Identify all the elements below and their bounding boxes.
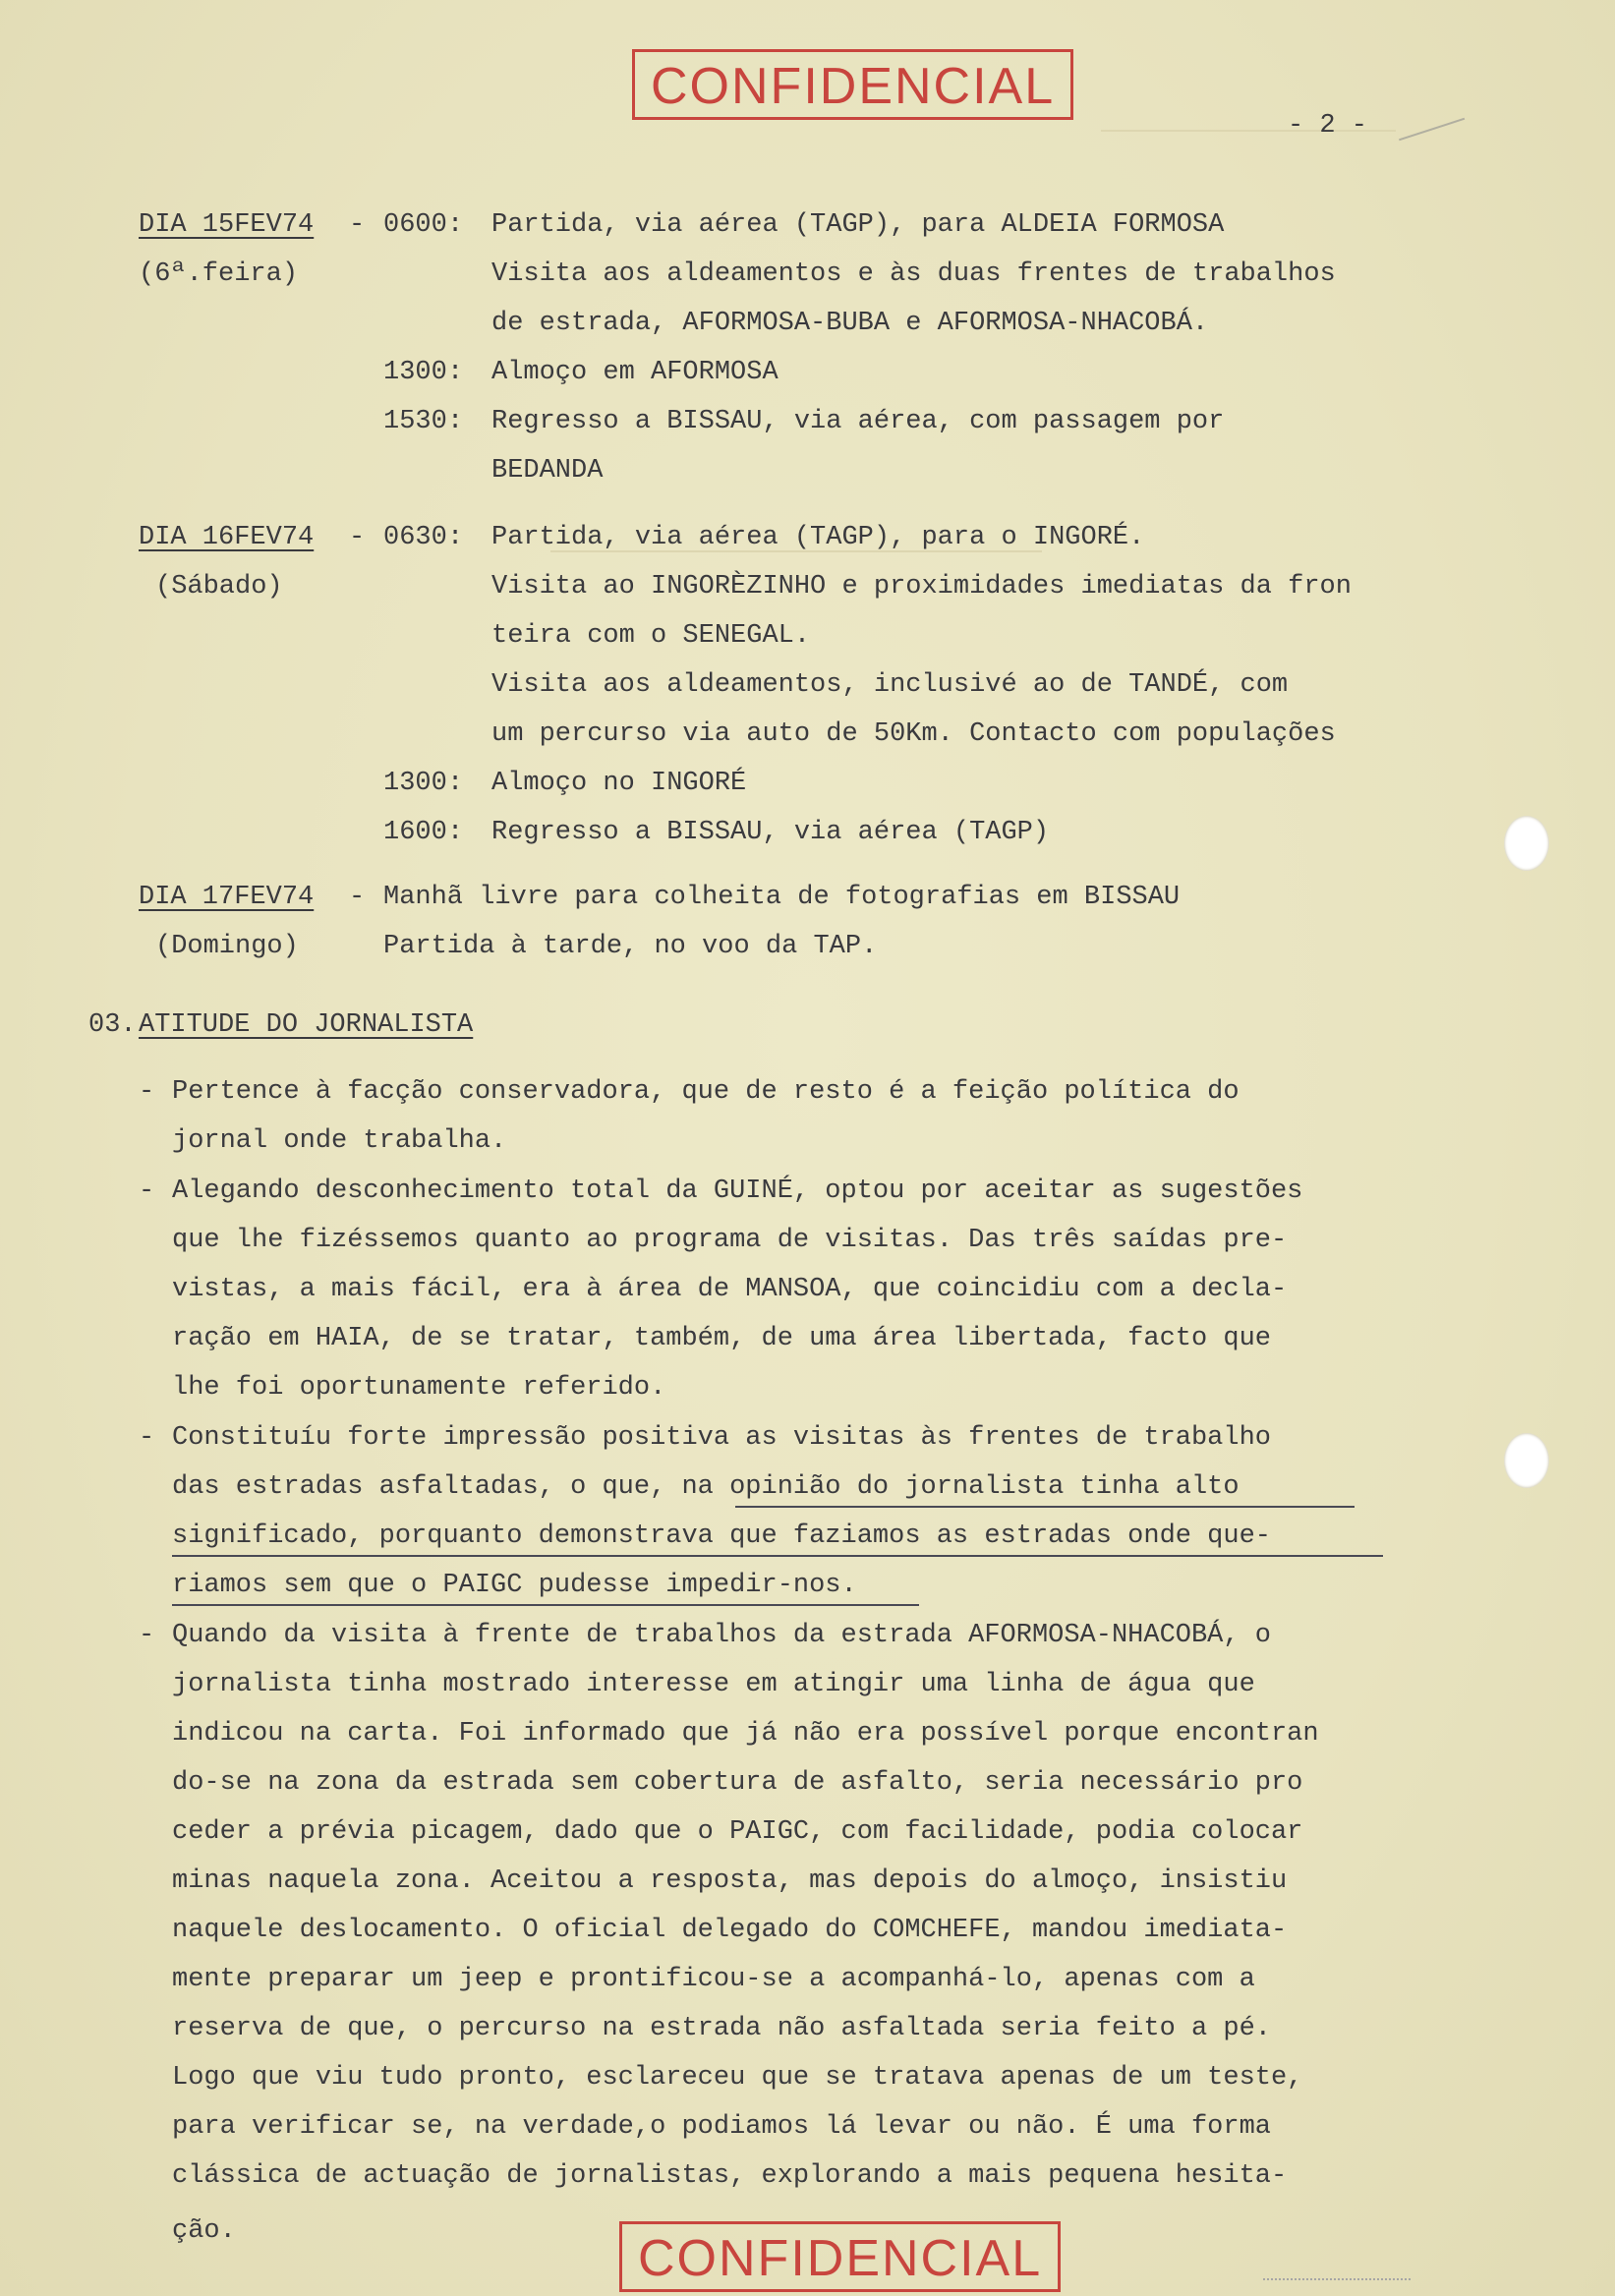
bullet-line: Pertence à facção conservadora, que de resto é a feição política do: [172, 1077, 1240, 1107]
schedule-time: 0630: [383, 523, 447, 552]
schedule-dash-2: -: [349, 523, 366, 552]
schedule-line: Partida, via aérea (TAGP), para o INGORÉ.: [491, 523, 1145, 552]
bullet-line: do-se na zona da estrada sem cobertura de asfalto, seria necessário pro: [172, 1768, 1303, 1798]
schedule-line: Almoço em AFORMOSA: [491, 358, 779, 387]
schedule-time: 1530: [383, 407, 447, 436]
schedule-weekday-3: (Domingo): [155, 932, 299, 961]
bullet-line: Quando da visita à frente de trabalhos da estrada AFORMOSA-NHACOBÁ, o: [172, 1621, 1271, 1650]
handwritten-underline: [172, 1604, 919, 1606]
schedule-day-1: DIA 15FEV74: [139, 210, 315, 240]
schedule-line: Partida, via aérea (TAGP), para ALDEIA FORMOSA: [491, 210, 1225, 240]
schedule-line: Regresso a BISSAU, via aérea (TAGP): [491, 818, 1050, 847]
pencil-mark-icon: [1399, 118, 1471, 161]
punch-hole-icon: [1504, 1433, 1549, 1488]
schedule-day-2: DIA 16FEV74: [139, 523, 315, 552]
bullet-line: minas naquela zona. Aceitou a resposta, mas depois do almoço, insistiu: [172, 1866, 1288, 1896]
bullet-line: ceder a prévia picagem, dado que o PAIGC, com facilidade, podia colocar: [172, 1817, 1303, 1847]
page-number: - 2 -: [1288, 111, 1368, 141]
bullet-line: mente preparar um jeep e prontificou-se a acompanhá-lo, apenas com a: [172, 1965, 1255, 1994]
pencil-scribble-icon: [1263, 2278, 1411, 2283]
bullet-line: Logo que viu tudo pronto, esclareceu que se tratava apenas de um teste,: [172, 2063, 1303, 2093]
handwritten-underline: [735, 1506, 1355, 1508]
schedule-line: Partida à tarde, no voo da TAP.: [383, 932, 878, 961]
schedule-colon: :: [447, 769, 464, 798]
bullet-line: jornal onde trabalha.: [172, 1126, 507, 1156]
schedule-time: 1600: [383, 818, 447, 847]
bullet-line: lhe foi oportunamente referido.: [172, 1373, 666, 1403]
bullet-dash: -: [139, 1077, 155, 1107]
schedule-line: BEDANDA: [491, 456, 604, 486]
punch-hole-icon: [1504, 816, 1549, 871]
schedule-line: de estrada, AFORMOSA-BUBA e AFORMOSA-NHACOBÁ.: [491, 309, 1209, 338]
bullet-line: ção.: [172, 2216, 236, 2246]
schedule-time: 1300: [383, 358, 447, 387]
confidential-stamp-bottom: CONFIDENCIAL: [619, 2221, 1061, 2292]
schedule-line: um percurso via auto de 50Km. Contacto com populações: [491, 719, 1336, 749]
bullet-line: reserva de que, o percurso na estrada não asfaltada seria feito a pé.: [172, 2014, 1271, 2043]
schedule-line: teira com o SENEGAL.: [491, 621, 811, 651]
confidential-stamp-top: CONFIDENCIAL: [632, 49, 1073, 120]
schedule-line: Visita ao INGORÈZINHO e proximidades imediatas da fron: [491, 572, 1352, 602]
section-title: ATITUDE DO JORNALISTA: [139, 1010, 474, 1040]
schedule-weekday-1: (6ª.feira): [139, 259, 299, 289]
bullet-dash: -: [139, 1177, 155, 1206]
bullet-line: naquele deslocamento. O oficial delegado do COMCHEFE, mandou imediata-: [172, 1916, 1288, 1945]
schedule-line: Almoço no INGORÉ: [491, 769, 747, 798]
bullet-line: riamos sem que o PAIGC pudesse impedir-nos.: [172, 1571, 857, 1600]
schedule-colon: :: [447, 210, 464, 240]
schedule-weekday-2: (Sábado): [155, 572, 283, 602]
schedule-dash-1: -: [349, 210, 366, 240]
schedule-line: Regresso a BISSAU, via aérea, com passagem por: [491, 407, 1225, 436]
bullet-line: clássica de actuação de jornalistas, explorando a mais pequena hesita-: [172, 2161, 1288, 2191]
bullet-line: Alegando desconhecimento total da GUINÉ, optou por aceitar as sugestões: [172, 1177, 1303, 1206]
schedule-day-3: DIA 17FEV74: [139, 883, 315, 912]
schedule-line: Visita aos aldeamentos e às duas frentes de trabalhos: [491, 259, 1336, 289]
schedule-colon: :: [447, 818, 464, 847]
schedule-time: 1300: [383, 769, 447, 798]
schedule-colon: :: [447, 523, 464, 552]
bullet-line: jornalista tinha mostrado interesse em atingir uma linha de água que: [172, 1670, 1255, 1699]
schedule-line: Manhã livre para colheita de fotografias em BISSAU: [383, 883, 1181, 912]
bullet-line: vistas, a mais fácil, era à área de MANSOA, que coincidiu com a decla-: [172, 1275, 1288, 1304]
schedule-time: 0600: [383, 210, 447, 240]
bullet-line: para verificar se, na verdade,o podiamos lá levar ou não. É uma forma: [172, 2112, 1271, 2142]
schedule-colon: :: [447, 358, 464, 387]
bullet-dash: -: [139, 1621, 155, 1650]
bullet-line: indicou na carta. Foi informado que já não era possível porque encontran: [172, 1719, 1319, 1749]
schedule-line: Visita aos aldeamentos, inclusivé ao de TANDÉ, com: [491, 670, 1289, 700]
bullet-line: que lhe fizéssemos quanto ao programa de visitas. Das três saídas pre-: [172, 1226, 1288, 1255]
bullet-line: das estradas asfaltadas, o que, na opinião do jornalista tinha alto: [172, 1472, 1240, 1502]
schedule-dash-3: -: [349, 883, 366, 912]
handwritten-underline: [172, 1555, 1383, 1557]
bullet-line: ração em HAIA, de se tratar, também, de uma área libertada, facto que: [172, 1324, 1271, 1353]
bullet-dash: -: [139, 1423, 155, 1453]
schedule-colon: :: [447, 407, 464, 436]
section-number: 03.: [88, 1010, 137, 1040]
bullet-line: significado, porquanto demonstrava que faziamos as estradas onde que-: [172, 1521, 1271, 1551]
bullet-line: Constituíu forte impressão positiva as visitas às frentes de trabalho: [172, 1423, 1271, 1453]
